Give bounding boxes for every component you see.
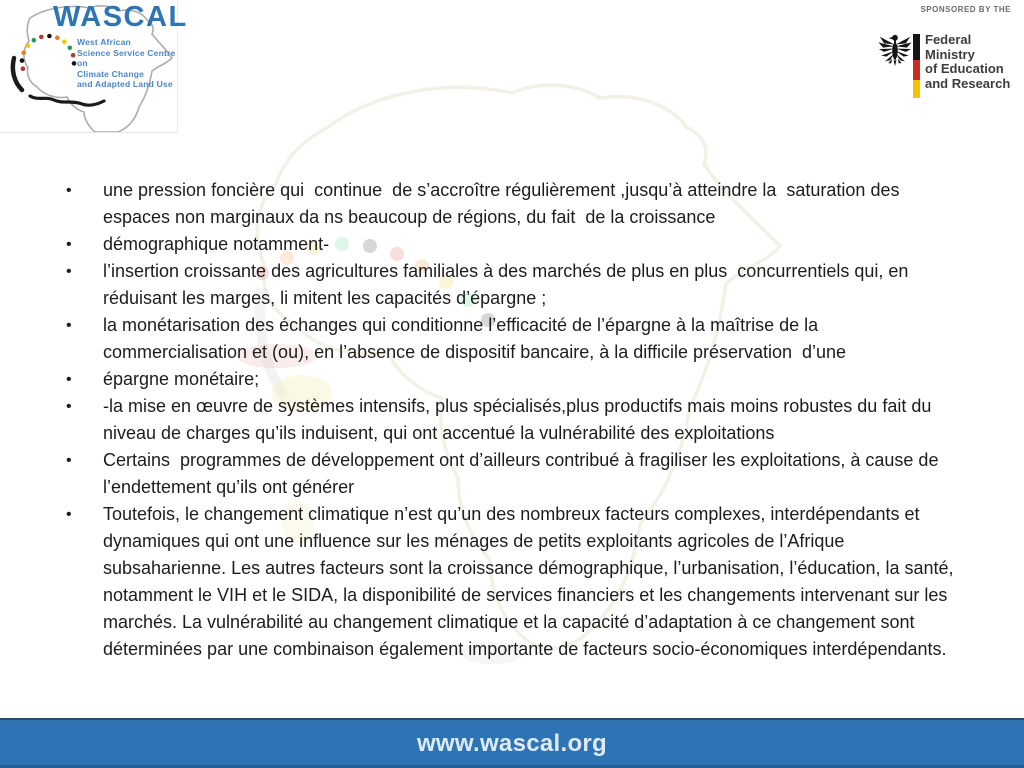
- flag-gold-segment: [913, 80, 920, 98]
- federal-eagle-icon: [876, 32, 914, 68]
- bullet-item: [64, 312, 963, 366]
- bullet-marker: •: [66, 506, 72, 523]
- wascal-subtitle-line: Science Service Centre on: [77, 47, 176, 68]
- wascal-logo-title: WASCAL: [53, 1, 188, 33]
- ministry-name: [925, 33, 1024, 91]
- bullet-marker: •: [66, 236, 72, 253]
- bullet-item: [64, 177, 963, 231]
- sponsor-block: [872, 0, 1024, 106]
- ministry-line: of Education: [925, 61, 1004, 76]
- wascal-subtitle-line: West African: [77, 37, 131, 47]
- ministry-line: and Research: [925, 75, 1011, 91]
- bullet-marker: •: [66, 371, 72, 388]
- bullet-text: la monétarisation des échanges qui conditionne l’efficacité de l’épargne à la maîtrise de la commercialisation et (ou), en l’absence de dispositif bancaire, à la difficile préservation d’une: [103, 315, 847, 362]
- bullet-item: [64, 393, 963, 447]
- wascal-subtitle-line: and Adapted Land Use: [77, 79, 173, 89]
- sponsored-by-label: SPONSORED BY THE: [920, 5, 1011, 14]
- bullet-item: [64, 258, 963, 312]
- bullet-list: [64, 177, 963, 663]
- bullet-text: démographique notamment-: [103, 234, 330, 254]
- bullet-item: [64, 366, 963, 393]
- bullet-marker: •: [66, 452, 72, 469]
- bullet-text: Toutefois, le changement climatique n’est qu’un des nombreux facteurs complexes, interdépendants et dynamiques qui ont une influence sur les ménages de petits exploitants agricoles de l’Afrique subsaharienne. Les autres facteurs sont la croissance démographique, l’urbanisation, l’éducation, la santé, notamment le VIH et le SIDA, la disponibilité de services financiers et les changements intervenant sur les marchés. La vulnérabilité au changement climatique et la capacité d’adaptation à ce changement sont déterminées par une combinaison également importante de facteurs socio-économiques interdépendants.: [103, 504, 959, 659]
- bullet-marker: •: [66, 398, 72, 415]
- german-flag-bar: [913, 34, 920, 98]
- bullet-text: l’insertion croissante des agricultures familiales à des marchés de plus en plus concurrentiels qui, en réduisant les marges, li mitent les capacités d’épargne ;: [103, 261, 914, 308]
- wascal-subtitle-line: Climate Change: [77, 68, 145, 79]
- bullet-marker: •: [66, 182, 72, 199]
- bullet-text: Certains programmes de développement ont d’ailleurs contribué à fragiliser les exploitations, à cause de l’endettement qu’ils ont générer: [103, 450, 944, 497]
- bullet-item: [64, 501, 963, 663]
- bullet-text: épargne monétaire;: [103, 369, 260, 389]
- website-link[interactable]: www.wascal.org: [416, 730, 608, 757]
- bullet-item: [64, 231, 963, 258]
- bullet-marker: •: [66, 317, 72, 334]
- flag-black-segment: [913, 34, 920, 60]
- wascal-logo: [0, 0, 188, 133]
- bullet-marker: •: [66, 263, 72, 280]
- wascal-logo-subtitle: [77, 37, 177, 90]
- bullet-text: une pression foncière qui continue de s’accroître régulièrement ,jusqu’à atteindre la saturation des espaces non marginaux da ns beaucoup de régions, du fait de la croissance: [103, 180, 905, 227]
- footer-bar: [0, 718, 1024, 768]
- ministry-line: Federal Ministry: [925, 32, 975, 62]
- bullet-text: -la mise en œuvre de systèmes intensifs, plus spécialisés,plus productifs mais moins robustes du fait du niveau de charges qu’ils induisent, qui ont accentué la vulnérabilité des exploitations: [103, 396, 937, 443]
- bullet-item: [64, 447, 963, 501]
- flag-red-segment: [913, 60, 920, 80]
